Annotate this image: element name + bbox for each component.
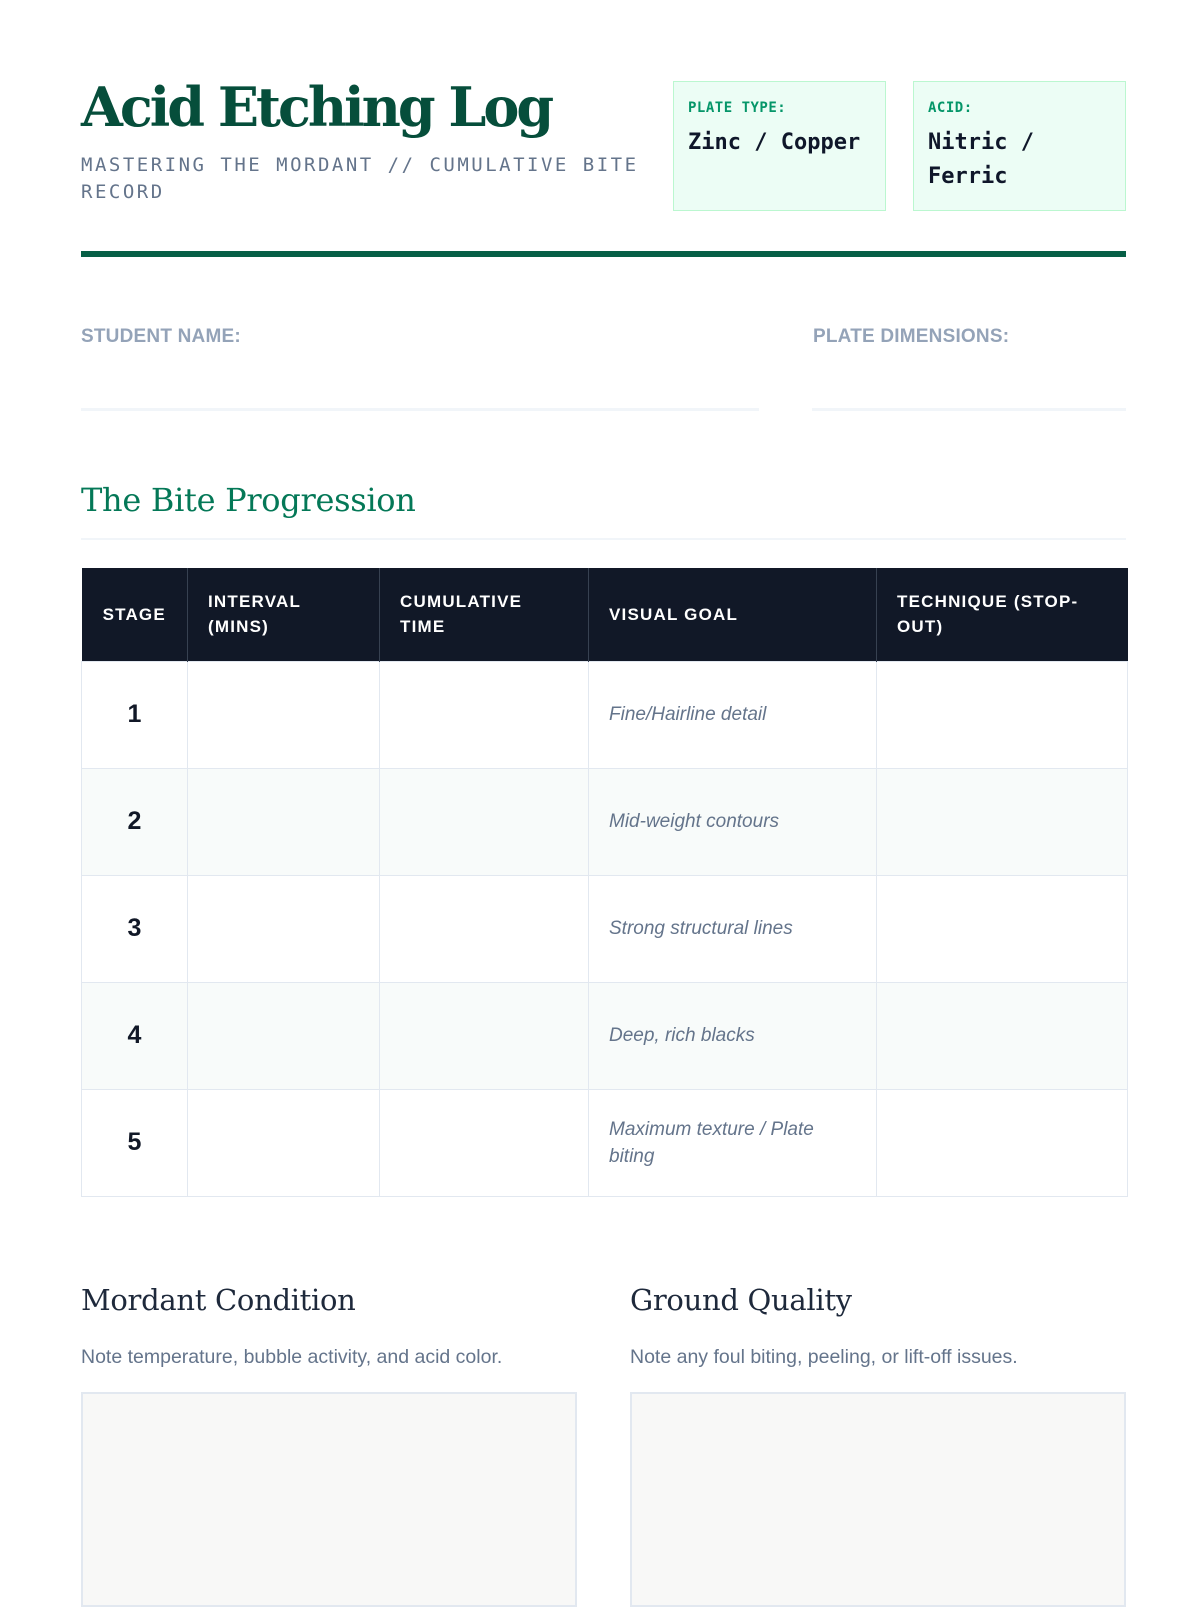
technique-cell[interactable]: [877, 875, 1128, 982]
cumulative-time-cell[interactable]: [380, 875, 589, 982]
acid-value: Nitric / Ferric: [928, 130, 1034, 189]
mordant-condition-description: Note temperature, bubble activity, and acid color.: [81, 1346, 503, 1368]
stage-number: 5: [82, 1089, 188, 1196]
visual-goal-cell: Mid-weight contours: [589, 768, 877, 875]
column-header-visual-goal: VISUAL GOAL: [589, 568, 877, 661]
bite-progression-title: The Bite Progression: [81, 481, 416, 519]
table-row: [82, 982, 1128, 1089]
page-subtitle: MASTERING THE MORDANT // CUMULATIVE BITE RECORD: [81, 154, 639, 203]
plate-type-box: [673, 81, 886, 211]
table-row: [82, 875, 1128, 982]
technique-cell[interactable]: [877, 768, 1128, 875]
interval-cell[interactable]: [188, 1089, 380, 1196]
stage-number: 4: [82, 982, 188, 1089]
interval-cell[interactable]: [188, 875, 380, 982]
table-header-row: [82, 568, 1128, 661]
column-header-stage: STAGE: [82, 568, 188, 661]
bite-progression-table: [81, 568, 1128, 1197]
mordant-condition-notes-area[interactable]: [81, 1392, 577, 1607]
column-header-cumulative-time: CUMULATIVE TIME: [380, 568, 589, 661]
technique-cell[interactable]: [877, 1089, 1128, 1196]
column-header-technique: TECHNIQUE (STOP-OUT): [877, 568, 1128, 661]
interval-cell[interactable]: [188, 661, 380, 768]
ground-quality-notes-area[interactable]: [630, 1392, 1126, 1607]
student-name-field[interactable]: [81, 408, 759, 411]
acid-box: [913, 81, 1126, 211]
mordant-condition-title: Mordant Condition: [81, 1283, 356, 1317]
interval-cell[interactable]: [188, 982, 380, 1089]
visual-goal-cell: Fine/Hairline detail: [589, 661, 877, 768]
ground-quality-description: Note any foul biting, peeling, or lift-off issues.: [630, 1346, 1018, 1368]
cumulative-time-cell[interactable]: [380, 768, 589, 875]
cumulative-time-cell[interactable]: [380, 1089, 589, 1196]
stage-number: 2: [82, 768, 188, 875]
stage-number: 3: [82, 875, 188, 982]
page-title: Acid Etching Log: [81, 75, 552, 139]
plate-type-label: PLATE TYPE:: [688, 100, 787, 116]
interval-cell[interactable]: [188, 768, 380, 875]
acid-label: ACID:: [928, 100, 973, 116]
plate-type-value: Zinc / Copper: [688, 130, 861, 155]
column-header-interval: INTERVAL (MINS): [188, 568, 380, 661]
stage-number: 1: [82, 661, 188, 768]
plate-dimensions-label: PLATE DIMENSIONS:: [813, 326, 1010, 347]
table-row: [82, 1089, 1128, 1196]
technique-cell[interactable]: [877, 982, 1128, 1089]
cumulative-time-cell[interactable]: [380, 982, 589, 1089]
visual-goal-cell: Strong structural lines: [589, 875, 877, 982]
table-row: [82, 768, 1128, 875]
visual-goal-cell: Maximum texture / Plate biting: [589, 1089, 877, 1196]
plate-dimensions-field[interactable]: [812, 408, 1126, 411]
cumulative-time-cell[interactable]: [380, 661, 589, 768]
visual-goal-cell: Deep, rich blacks: [589, 982, 877, 1089]
header-divider: [81, 251, 1126, 257]
table-row: [82, 661, 1128, 768]
technique-cell[interactable]: [877, 661, 1128, 768]
student-name-label: STUDENT NAME:: [81, 326, 241, 347]
section-divider: [81, 538, 1126, 540]
ground-quality-title: Ground Quality: [630, 1283, 852, 1317]
